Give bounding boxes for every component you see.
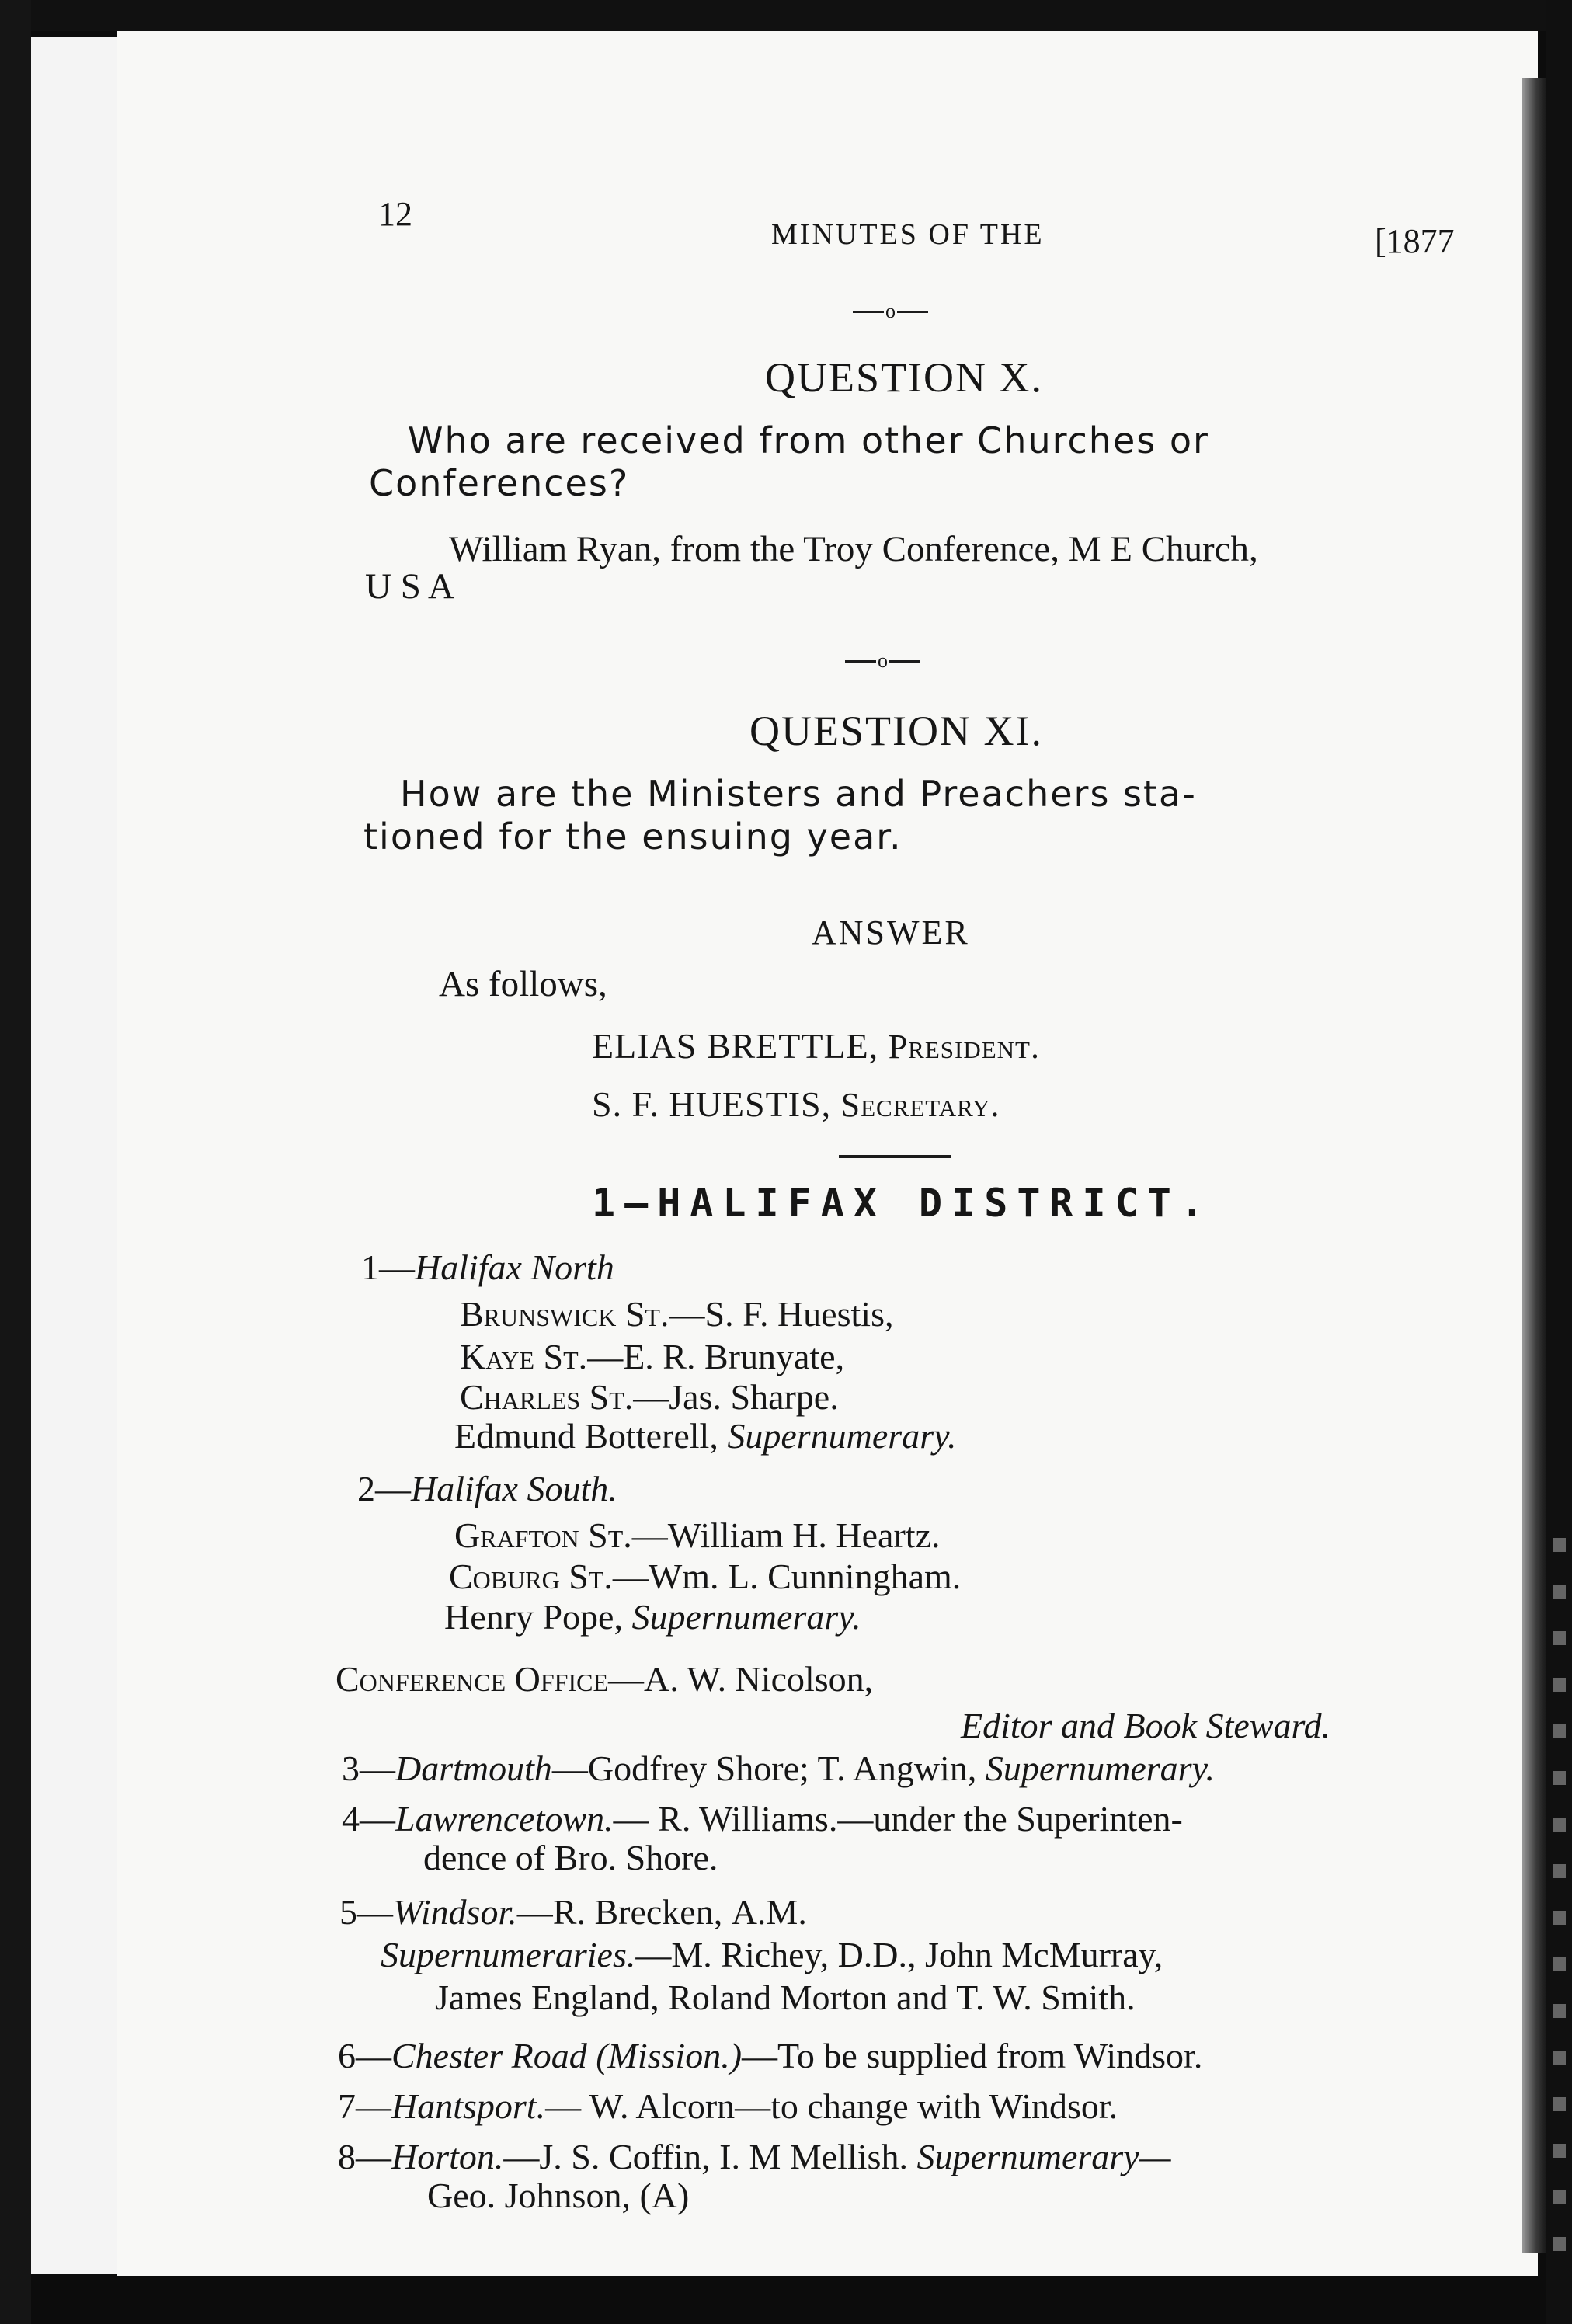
question-xi-text-line2: tioned for the ensuing year. [363, 816, 903, 858]
president-name: ELIAS BRETTLE, [592, 1026, 879, 1066]
circuit-entry: 4—Lawrencetown.— R. Williams.—under the Superinten- [342, 1799, 1183, 1839]
section-rule [839, 1155, 951, 1158]
answer-intro: As follows, [439, 964, 607, 1004]
circuit-entry: Henry Pope, Supernumerary. [444, 1597, 861, 1637]
question-xi-text-line1: How are the Ministers and Preachers sta- [400, 773, 1197, 815]
circuit-entry: Kaye St.—E. R. Brunyate, [460, 1337, 845, 1376]
circuit-entry: 8—Horton.—J. S. Coffin, I. M Mellish. Supernumerary— [338, 2137, 1171, 2176]
secretary-line [592, 1084, 1000, 1125]
answer-heading: ANSWER [812, 913, 970, 952]
question-x-text-line2: Conferences? [369, 462, 630, 504]
question-x-answer-line2: U S A [365, 566, 454, 607]
photo-background-left [0, 0, 31, 2324]
secretary-name: S. F. HUESTIS, [592, 1084, 832, 1124]
circuit-entry: Coburg St.—Wm. L. Cunningham. [449, 1557, 962, 1596]
president-title: President. [888, 1028, 1040, 1066]
circuit-entry: James England, Roland Morton and T. W. Smith. [435, 1978, 1136, 2017]
circuit-entry: Charles St.—Jas. Sharpe. [460, 1377, 839, 1417]
circuit-entry: Conference Office—A. W. Nicolson, [336, 1659, 874, 1699]
circuit-entry: 1—Halifax North [361, 1247, 614, 1287]
circuit-entry: 2—Halifax South. [357, 1469, 617, 1508]
circuit-entry: 6—Chester Road (Mission.)—To be supplied from Windsor. [338, 2036, 1203, 2075]
circuit-entry: 5—Windsor.—R. Brecken, A.M. [339, 1892, 807, 1932]
adjacent-page-marks [1553, 1538, 1566, 2253]
section-ornament: o [853, 295, 928, 325]
book-spine [1522, 78, 1546, 2253]
question-x-answer-line1: William Ryan, from the Troy Conference, M E Church, [449, 529, 1258, 569]
circuit-entry: Geo. Johnson, (A) [427, 2176, 690, 2215]
circuit-entry: 3—Dartmouth—Godfrey Shore; T. Angwin, Supernumerary. [342, 1748, 1215, 1788]
question-xi-heading: QUESTION XI. [749, 708, 1043, 754]
circuit-entry: 7—Hantsport.— W. Alcorn—to change with Windsor. [338, 2086, 1118, 2126]
circuit-entry: dence of Bro. Shore. [423, 1838, 718, 1877]
circuit-entry: Editor and Book Steward. [961, 1706, 1331, 1745]
circuit-entry: Supernumeraries.—M. Richey, D.D., John McMurray, [381, 1935, 1163, 1974]
president-line [592, 1025, 1040, 1066]
question-x-heading: QUESTION X. [765, 354, 1043, 401]
section-ornament: o [845, 645, 920, 674]
secretary-title: Secretary. [840, 1086, 1000, 1124]
running-title: MINUTES OF THE [771, 218, 1045, 251]
question-x-text-line1: Who are received from other Churches or [408, 419, 1209, 461]
district-heading: 1—HALIFAX DISTRICT. [592, 1181, 1213, 1226]
circuit-entry: Brunswick St.—S. F. Huestis, [460, 1294, 894, 1334]
year-marker: [1877 [1375, 222, 1455, 260]
photo-background-top [0, 0, 1572, 31]
circuit-entry: Grafton St.—William H. Heartz. [454, 1515, 941, 1555]
page-number: 12 [378, 195, 412, 233]
circuit-entry: Edmund Botterell, Supernumerary. [454, 1416, 957, 1456]
